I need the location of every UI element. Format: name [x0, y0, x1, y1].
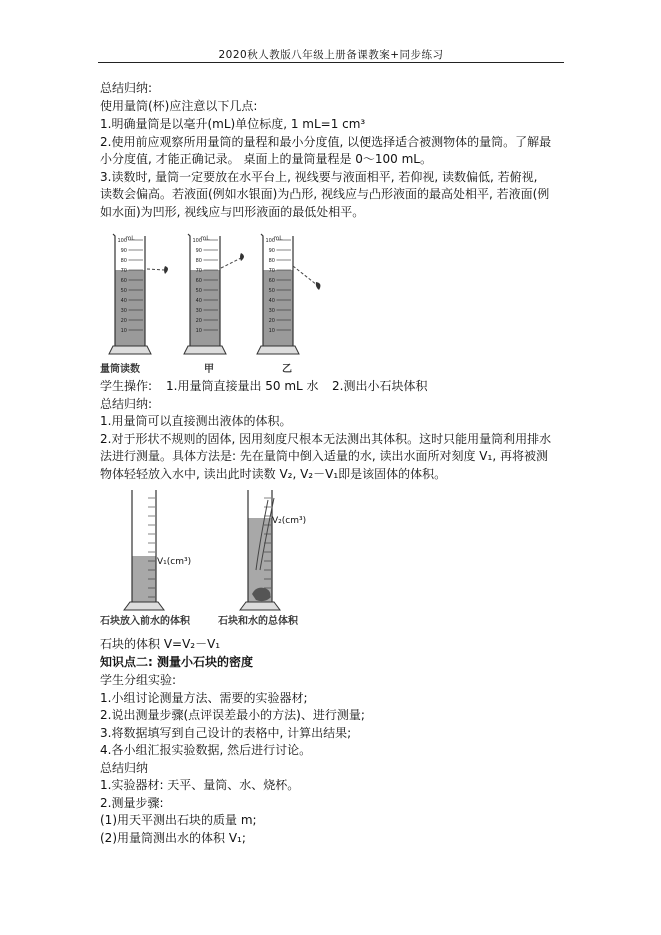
point-2-line-1: 2.使用前应观察所用量筒的量程和最小分度值, 以便选择适合被测物体的量筒。了解最	[100, 135, 552, 149]
caption-before-stone: 石块放入前水的体积	[100, 616, 190, 627]
summary-heading-3: 总结归纳	[100, 761, 149, 775]
unit-label: mL	[200, 235, 210, 242]
cylinder-reading-looking-down	[184, 234, 226, 354]
student-op-2: 2.测出小石块体积	[332, 379, 428, 393]
caption-cylinder-reading: 量筒读数	[100, 364, 140, 375]
tick-label: 100	[265, 238, 275, 244]
summary-heading-2: 总结归纳:	[100, 397, 153, 411]
summary2-point-2-line-3: 物体轻轻放入水中, 读出此时读数 V₂, V₂－V₁即是该固体的体积。	[100, 467, 447, 481]
tick-label: 70	[120, 268, 127, 274]
group-step-3: 3.将数据填写到自己设计的表格中, 计算出结果;	[100, 726, 352, 740]
v1-label: V₁(cm³)	[157, 557, 192, 567]
group-step-4: 4.各小组汇报实验数据, 然后进行讨论。	[100, 743, 312, 757]
unit-label: mL	[125, 235, 135, 242]
tick-label: 20	[195, 318, 202, 324]
point-3-line-3: 如水面)为凹形, 视线应与凹形液面的最低处相平。	[100, 205, 365, 219]
eye-icon	[147, 266, 168, 274]
tick-label: 80	[195, 258, 202, 264]
tick-label: 10	[268, 328, 275, 334]
tick-label: 100	[192, 238, 202, 244]
summary2-point-2-line-1: 2.对于形状不规则的固体, 因用刻度尺根本无法测出其体积。这时只能用量筒利用排水	[100, 432, 552, 446]
tick-label: 20	[268, 318, 275, 324]
tick-label: 60	[120, 278, 127, 284]
summary2-point-1: 1.用量筒可以直接测出液体的体积。	[100, 414, 292, 428]
v2-label: V₂(cm³)	[272, 516, 307, 526]
group-step-1: 1.小组讨论测量方法、需要的实验器材;	[100, 691, 308, 705]
tick-label: 50	[268, 288, 275, 294]
summary3-item-2: 2.测量步骤:	[100, 796, 164, 810]
point-3-line-2: 读数会偏高。若液面(例如水银面)为凸形, 视线应与凸形液面的最高处相平, 若液面(例	[100, 187, 550, 201]
tick-label: 30	[120, 308, 127, 314]
tick-label: 90	[195, 248, 202, 254]
cylinder-usage-intro: 使用量筒(杯)应注意以下几点:	[100, 99, 258, 113]
cylinder-before-stone	[124, 490, 164, 610]
summary3-item-3: (1)用天平测出石块的质量 m;	[100, 813, 257, 827]
summary-heading-1: 总结归纳:	[100, 81, 153, 95]
tick-label: 60	[268, 278, 275, 284]
tick-label: 90	[268, 248, 275, 254]
caption-with-stone: 石块和水的总体积	[218, 616, 298, 627]
tick-label: 70	[268, 268, 275, 274]
knowledge-point-2-heading: 知识点二: 测量小石块的密度	[100, 655, 253, 669]
group-step-2: 2.说出测量步骤(点评误差最小的方法)、进行测量;	[100, 708, 365, 722]
student-op-1: 1.用量筒直接量出 50 mL 水	[166, 379, 319, 393]
cylinder-reading-correct	[109, 234, 151, 354]
tick-label: 40	[195, 298, 202, 304]
summary2-point-2-line-2: 法进行测量。具体方法是: 先在量筒中倒入适量的水, 读出水面所对刻度 V₁, 再将被测	[100, 449, 548, 463]
point-2-line-2: 小分度值, 才能正确记录。 桌面上的量筒量程是 0～100 mL。	[100, 152, 432, 166]
tick-label: 60	[195, 278, 202, 284]
tick-label: 40	[120, 298, 127, 304]
page-header: 2020秋人教版八年级上册备课教案+同步练习	[218, 49, 444, 61]
cylinder-reading-looking-up	[257, 234, 299, 354]
tick-label: 40	[268, 298, 275, 304]
tick-label: 20	[120, 318, 127, 324]
tick-label: 10	[120, 328, 127, 334]
caption-yi: 乙	[282, 364, 292, 375]
unit-label: mL	[273, 235, 283, 242]
stone-volume-formula: 石块的体积 V=V₂－V₁	[100, 637, 221, 651]
group-experiment-label: 学生分组实验:	[100, 673, 177, 687]
summary3-item-1: 1.实验器材: 天平、量筒、水、烧杯。	[100, 778, 300, 792]
tick-label: 90	[120, 248, 127, 254]
caption-jia: 甲	[204, 364, 214, 375]
tick-label: 30	[195, 308, 202, 314]
header-rule	[98, 62, 564, 63]
tick-label: 80	[120, 258, 127, 264]
tick-label: 100	[117, 238, 127, 244]
tick-label: 50	[120, 288, 127, 294]
summary3-item-4: (2)用量筒测出水的体积 V₁;	[100, 831, 246, 845]
student-ops-label: 学生操作:	[100, 379, 153, 393]
tick-label: 80	[268, 258, 275, 264]
point-3-line-1: 3.读数时, 量筒一定要放在水平台上, 视线要与液面相平, 若仰视, 读数偏低, 若俯视,	[100, 170, 538, 184]
tick-label: 10	[195, 328, 202, 334]
tick-label: 30	[268, 308, 275, 314]
tick-label: 50	[195, 288, 202, 294]
tick-label: 70	[195, 268, 202, 274]
eye-icon	[221, 253, 244, 268]
point-1: 1.明确量筒是以毫升(mL)单位标度, 1 mL=1 cm³	[100, 117, 366, 131]
cylinder-reading-figure	[95, 222, 355, 372]
eye-icon	[293, 266, 320, 290]
displacement-figure	[110, 484, 320, 616]
